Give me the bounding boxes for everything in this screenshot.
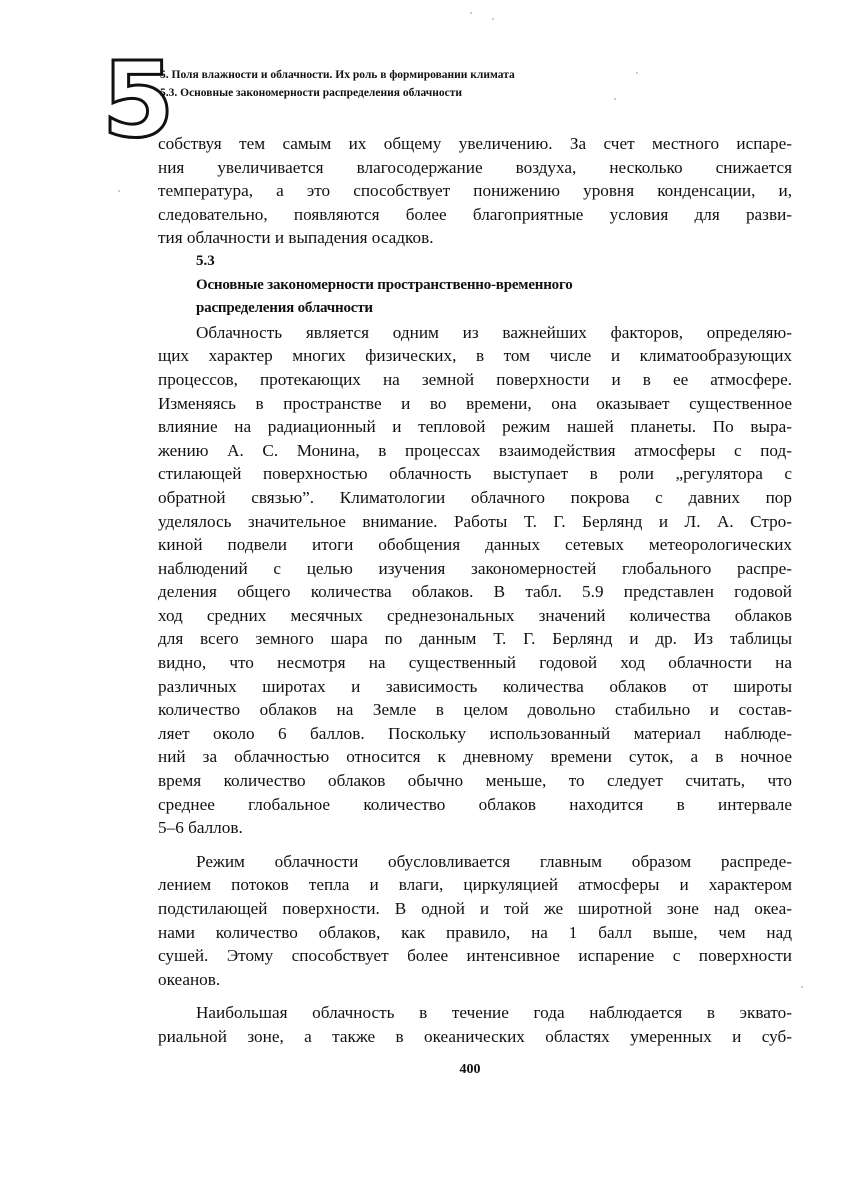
- section-title-line1: Основные закономерности пространственно-временного: [196, 276, 573, 293]
- text-line: ход средних месячных среднезональных значений количества облаков: [158, 605, 792, 625]
- text-line: наблюдений с целью изучения закономерностей глобального распре-: [158, 558, 792, 578]
- text-line: щих характер многих физических, в том числе и климатообразующих: [158, 346, 792, 366]
- text-line: различных широтах и зависимость количества облаков от широты: [158, 676, 792, 696]
- text-line: уделялось значительное внимание. Работы Т. Г. Берлянд и Л. А. Стро-: [158, 511, 792, 531]
- page-number: 400: [459, 1062, 481, 1077]
- text-line: количество облаков на Земле в целом довольно стабильно и состав-: [158, 700, 792, 720]
- text-line: деления общего количества облаков. В табл. 5.9 представлен годовой: [158, 582, 792, 602]
- scan-speck: [118, 190, 120, 192]
- scan-speck: [470, 12, 472, 14]
- text-line: ляет около 6 баллов. Поскольку использованный материал наблюде-: [158, 723, 792, 743]
- text-line: ния увеличивается влагосодержание воздуха, несколько снижается: [158, 157, 792, 177]
- running-head-chapter: 5. Поля влажности и облачности. Их роль в формировании климата: [160, 69, 515, 81]
- text-line: океанов.: [158, 969, 221, 989]
- text-line: процессов, протекающих на земной поверхности и в ее атмосфере.: [158, 369, 792, 389]
- text-line: сушей. Этому способствует более интенсивное испарение с поверхности: [158, 946, 792, 966]
- text-line: Изменяясь в пространстве и во времени, она оказывает существенное: [158, 393, 792, 413]
- text-line: подстилающей поверхности. В одной и той же широтной зоне над океа-: [158, 899, 792, 918]
- text-line: стилающей поверхностью облачность выступает в роли „регулятора с: [158, 464, 792, 484]
- running-head: [160, 66, 640, 102]
- text-line: Наибольшая облачность в течение года наблюдается в эквато-: [196, 1003, 792, 1023]
- scan-speck: [801, 986, 803, 988]
- text-line: лением потоков тепла и влаги, циркуляцией атмосферы и характером: [158, 875, 792, 895]
- scan-speck: [614, 98, 616, 100]
- text-line: 5–6 баллов.: [158, 818, 243, 838]
- text-line: киной подвели итоги обобщения данных сетевых метеорологических: [158, 535, 792, 555]
- text-line: жению А. С. Монина, в процессах взаимодействия атмосферы с под-: [158, 440, 792, 460]
- text-line: время количество облаков обычно меньше, то следует считать, что: [158, 771, 792, 791]
- chapter-number: 5: [102, 39, 173, 161]
- text-line: среднее глобальное количество облаков находится в интервале: [158, 794, 792, 814]
- text-line: ний за облачностью относится к дневному времени суток, а в ночное: [158, 747, 792, 767]
- text-line: влияние на радиационный и тепловой режим нашей планеты. По выра-: [158, 417, 792, 437]
- text-line: обратной связью”. Климатологии облачного покрова с давних пор: [158, 487, 792, 507]
- text-line: нами количество облаков, как правило, на 1 балл выше, чем над: [158, 922, 792, 942]
- text-line: следовательно, появляются более благоприятные условия для разви-: [158, 204, 792, 224]
- section-title-line2: распределения облачности: [196, 300, 373, 317]
- text-line: риальной зоне, а также в океанических областях умеренных и суб-: [158, 1026, 792, 1046]
- body-text: [158, 132, 792, 1049]
- scan-speck: [636, 72, 638, 74]
- text-line: тия облачности и выпадения осадков.: [158, 228, 434, 248]
- scan-speck: [492, 18, 494, 20]
- section-number: 5.3: [196, 252, 215, 269]
- text-line: для всего земного шара по данным Т. Г. Берлянд и др. Из таблицы: [158, 629, 792, 649]
- text-line: Режим облачности обусловливается главным образом распреде-: [196, 851, 792, 871]
- text-line: температура, а это способствует понижению уровня конденсации, и,: [158, 181, 792, 201]
- text-line: Облачность является одним из важнейших факторов, определяю-: [196, 322, 792, 342]
- text-line: видно, что несмотря на существенный годовой ход облачности на: [158, 653, 792, 673]
- running-head-section: 5.3. Основные закономерности распределения облачности: [160, 87, 463, 99]
- text-line: собствуя тем самым их общему увеличению. За счет местного испаре-: [158, 134, 792, 153]
